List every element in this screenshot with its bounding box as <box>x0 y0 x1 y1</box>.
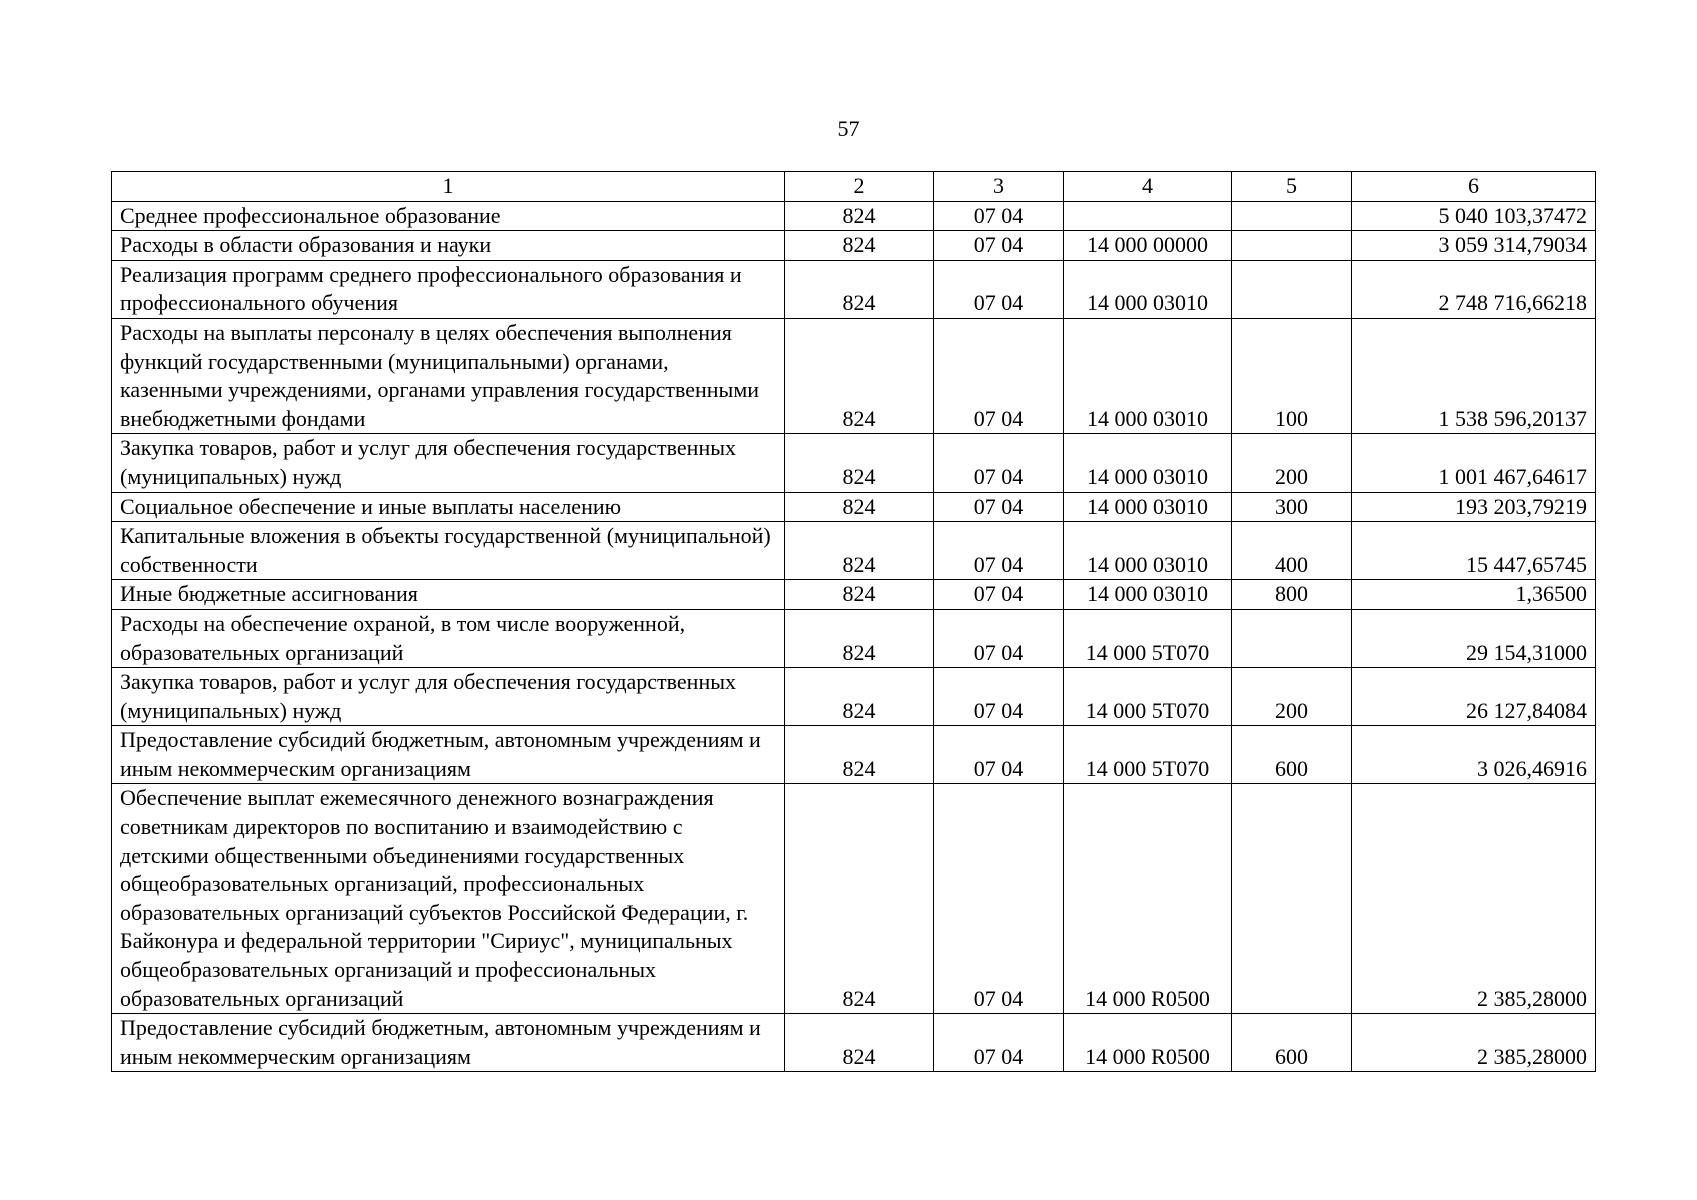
expense-type-cell: 600 <box>1232 1014 1352 1072</box>
row-name-cell: Предоставление субсидий бюджетным, автономным учреждениям и иным некоммерческим организациям <box>112 726 785 784</box>
section-code-cell: 07 04 <box>934 784 1064 1014</box>
target-code-cell: 14 000 00000 <box>1064 231 1232 261</box>
table-row <box>112 580 1596 610</box>
column-header-5: 5 <box>1232 172 1352 202</box>
section-code-cell: 07 04 <box>934 726 1064 784</box>
section-code-cell: 07 04 <box>934 434 1064 492</box>
target-code-cell: 14 000 03010 <box>1064 580 1232 610</box>
expense-type-cell <box>1232 260 1352 318</box>
section-code-cell: 07 04 <box>934 1014 1064 1072</box>
ministry-code-cell: 824 <box>785 260 934 318</box>
ministry-code-cell: 824 <box>785 609 934 667</box>
table-row <box>112 726 1596 784</box>
header-row <box>112 172 1596 202</box>
row-name-cell: Расходы на обеспечение охраной, в том числе вооруженной, образовательных организаций <box>112 609 785 667</box>
ministry-code-cell: 824 <box>785 784 934 1014</box>
ministry-code-cell: 824 <box>785 434 934 492</box>
expense-type-cell: 600 <box>1232 726 1352 784</box>
target-code-cell: 14 000 03010 <box>1064 434 1232 492</box>
row-name-cell: Закупка товаров, работ и услуг для обеспечения государственных (муниципальных) нужд <box>112 668 785 726</box>
amount-cell: 2 748 716,66218 <box>1352 260 1596 318</box>
amount-cell: 193 203,79219 <box>1352 492 1596 522</box>
amount-cell: 15 447,65745 <box>1352 522 1596 580</box>
expense-type-cell <box>1232 231 1352 261</box>
table-row <box>112 522 1596 580</box>
section-code-cell: 07 04 <box>934 231 1064 261</box>
table-row <box>112 609 1596 667</box>
row-name-cell: Расходы в области образования и науки <box>112 231 785 261</box>
target-code-cell: 14 000 R0500 <box>1064 1014 1232 1072</box>
amount-cell: 3 059 314,79034 <box>1352 231 1596 261</box>
expense-type-cell <box>1232 201 1352 231</box>
ministry-code-cell: 824 <box>785 231 934 261</box>
section-code-cell: 07 04 <box>934 492 1064 522</box>
ministry-code-cell: 824 <box>785 580 934 610</box>
row-name-cell: Капитальные вложения в объекты государственной (муниципальной) собственности <box>112 522 785 580</box>
target-code-cell <box>1064 201 1232 231</box>
table-row <box>112 260 1596 318</box>
section-code-cell: 07 04 <box>934 318 1064 433</box>
table-row <box>112 784 1596 1014</box>
table-row <box>112 231 1596 261</box>
ministry-code-cell: 824 <box>785 201 934 231</box>
row-name-cell: Социальное обеспечение и иные выплаты населению <box>112 492 785 522</box>
target-code-cell: 14 000 5Т070 <box>1064 609 1232 667</box>
row-name-cell: Иные бюджетные ассигнования <box>112 580 785 610</box>
section-code-cell: 07 04 <box>934 668 1064 726</box>
ministry-code-cell: 824 <box>785 522 934 580</box>
section-code-cell: 07 04 <box>934 580 1064 610</box>
ministry-code-cell: 824 <box>785 668 934 726</box>
column-header-3: 3 <box>934 172 1064 202</box>
table-row <box>112 1014 1596 1072</box>
row-name-cell: Реализация программ среднего профессионального образования и профессионального обучения <box>112 260 785 318</box>
row-name-cell: Расходы на выплаты персоналу в целях обеспечения выполнения функций государственными (муниципальными) органами, казенными учреждениями, органами управления государственными внебюджетными фондами <box>112 318 785 433</box>
expense-type-cell: 300 <box>1232 492 1352 522</box>
amount-cell: 29 154,31000 <box>1352 609 1596 667</box>
amount-cell: 2 385,28000 <box>1352 784 1596 1014</box>
column-header-2: 2 <box>785 172 934 202</box>
table-body <box>112 201 1596 1072</box>
target-code-cell: 14 000 03010 <box>1064 492 1232 522</box>
section-code-cell: 07 04 <box>934 522 1064 580</box>
table-row <box>112 318 1596 433</box>
expense-type-cell: 200 <box>1232 434 1352 492</box>
section-code-cell: 07 04 <box>934 260 1064 318</box>
table-row <box>112 434 1596 492</box>
amount-cell: 1 001 467,64617 <box>1352 434 1596 492</box>
amount-cell: 2 385,28000 <box>1352 1014 1596 1072</box>
target-code-cell: 14 000 5Т070 <box>1064 668 1232 726</box>
table-row <box>112 201 1596 231</box>
expense-type-cell: 100 <box>1232 318 1352 433</box>
expense-type-cell: 200 <box>1232 668 1352 726</box>
expense-type-cell <box>1232 784 1352 1014</box>
table-row <box>112 492 1596 522</box>
ministry-code-cell: 824 <box>785 318 934 433</box>
expense-type-cell <box>1232 609 1352 667</box>
column-header-1: 1 <box>112 172 785 202</box>
amount-cell: 26 127,84084 <box>1352 668 1596 726</box>
target-code-cell: 14 000 R0500 <box>1064 784 1232 1014</box>
section-code-cell: 07 04 <box>934 609 1064 667</box>
target-code-cell: 14 000 03010 <box>1064 318 1232 433</box>
row-name-cell: Обеспечение выплат ежемесячного денежного вознаграждения советникам директоров по воспитанию и взаимодействию с детскими общественными объединениями государственных общеобразовательных организаций, профессиональных образовательных организаций субъектов Российской Федерации, г. Байконура и федеральной территории "Сириус", муниципальных общеобразовательных организаций и профессиональных образовательных организаций <box>112 784 785 1014</box>
expense-type-cell: 400 <box>1232 522 1352 580</box>
row-name-cell: Предоставление субсидий бюджетным, автономным учреждениям и иным некоммерческим организациям <box>112 1014 785 1072</box>
expense-type-cell: 800 <box>1232 580 1352 610</box>
amount-cell: 3 026,46916 <box>1352 726 1596 784</box>
table-row <box>112 668 1596 726</box>
target-code-cell: 14 000 03010 <box>1064 260 1232 318</box>
column-header-4: 4 <box>1064 172 1232 202</box>
column-header-6: 6 <box>1352 172 1596 202</box>
budget-table <box>111 171 1596 1072</box>
ministry-code-cell: 824 <box>785 726 934 784</box>
page-number: 57 <box>837 116 860 141</box>
target-code-cell: 14 000 03010 <box>1064 522 1232 580</box>
row-name-cell: Закупка товаров, работ и услуг для обеспечения государственных (муниципальных) нужд <box>112 434 785 492</box>
ministry-code-cell: 824 <box>785 492 934 522</box>
target-code-cell: 14 000 5Т070 <box>1064 726 1232 784</box>
section-code-cell: 07 04 <box>934 201 1064 231</box>
row-name-cell: Среднее профессиональное образование <box>112 201 785 231</box>
ministry-code-cell: 824 <box>785 1014 934 1072</box>
amount-cell: 5 040 103,37472 <box>1352 201 1596 231</box>
amount-cell: 1 538 596,20137 <box>1352 318 1596 433</box>
amount-cell: 1,36500 <box>1352 580 1596 610</box>
